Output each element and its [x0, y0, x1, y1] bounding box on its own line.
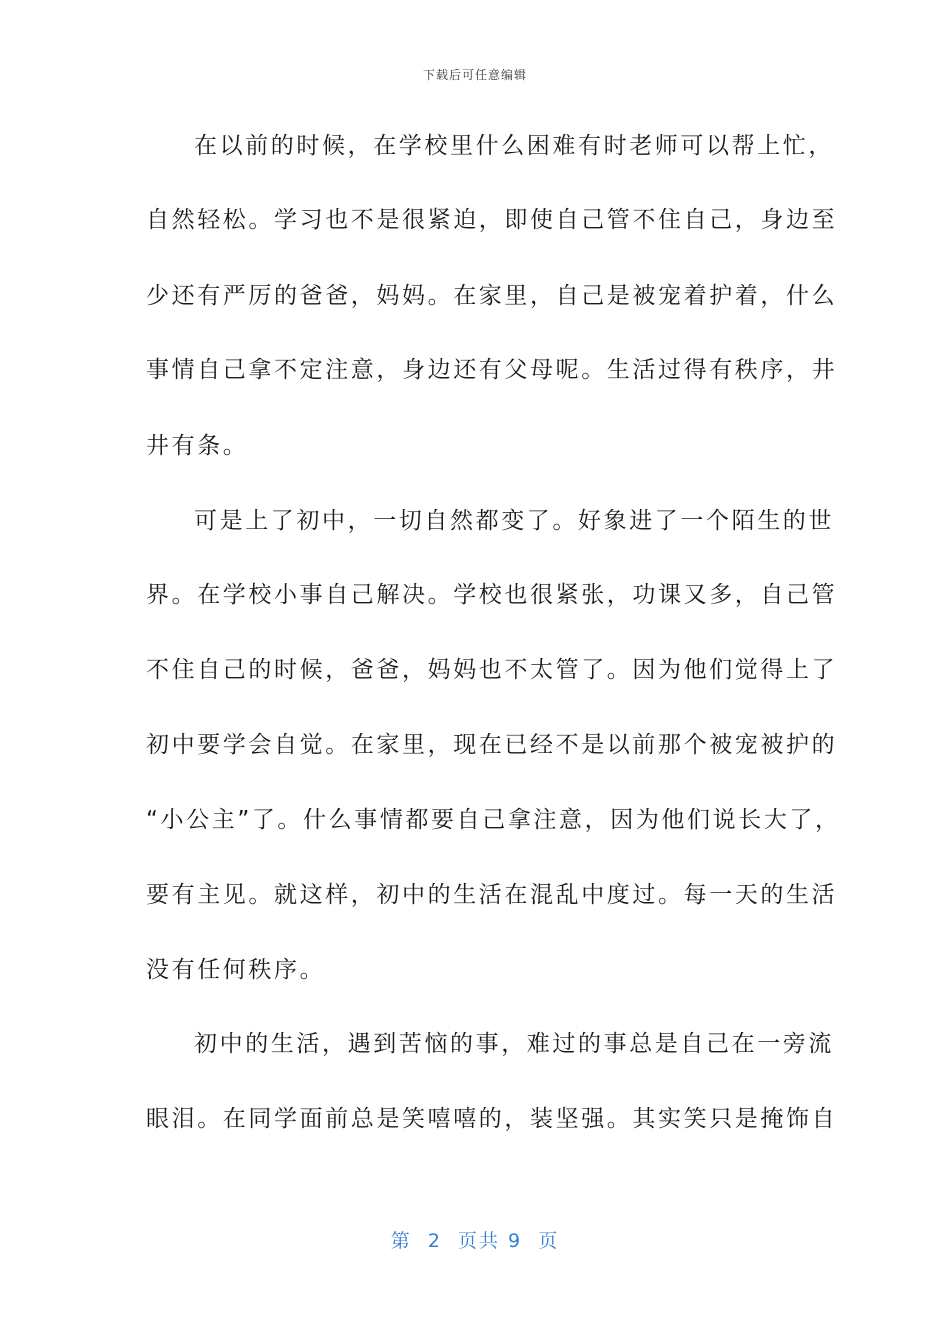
paragraph-line: 事情自己拿不定注意，身边还有父母呢。生活过得有秩序，井: [146, 357, 838, 383]
paragraph-line: 自然轻松。学习也不是很紧迫，即使自己管不住自己，身边至: [146, 207, 838, 233]
paragraph-line: 少还有严厉的爸爸，妈妈。在家里，自己是被宠着护着，什么: [146, 283, 838, 309]
paragraph-line: 不住自己的时候，爸爸，妈妈也不太管了。因为他们觉得上了: [146, 657, 838, 683]
paragraph-line: 没有任何秩序。: [146, 957, 326, 983]
paragraph-line: 在以前的时候，在学校里什么困难有时老师可以帮上忙，: [194, 133, 834, 159]
paragraph-line: 井有条。: [146, 433, 249, 459]
paragraph-line: 界。在学校小事自己解决。学校也很紧张，功课又多，自己管: [146, 582, 838, 608]
paragraph-line: “小公主”了。什么事情都要自己拿注意，因为他们说长大了，: [146, 807, 841, 833]
paragraph-line: 初中的生活，遇到苦恼的事，难过的事总是自己在一旁流: [194, 1031, 834, 1057]
paragraph-line: 眼泪。在同学面前总是笑嘻嘻的，装坚强。其实笑只是掩饰自: [146, 1106, 838, 1132]
header-note: 下载后可任意编辑: [422, 68, 527, 82]
paragraph-line: 要有主见。就这样，初中的生活在混乱中度过。每一天的生活: [146, 882, 838, 908]
paragraph-line: 可是上了初中，一切自然都变了。好象进了一个陌生的世: [194, 508, 834, 534]
page-number-footer: 第 2 页共 9 页: [390, 1230, 560, 1252]
paragraph-line: 初中要学会自觉。在家里，现在已经不是以前那个被宠被护的: [146, 732, 838, 758]
